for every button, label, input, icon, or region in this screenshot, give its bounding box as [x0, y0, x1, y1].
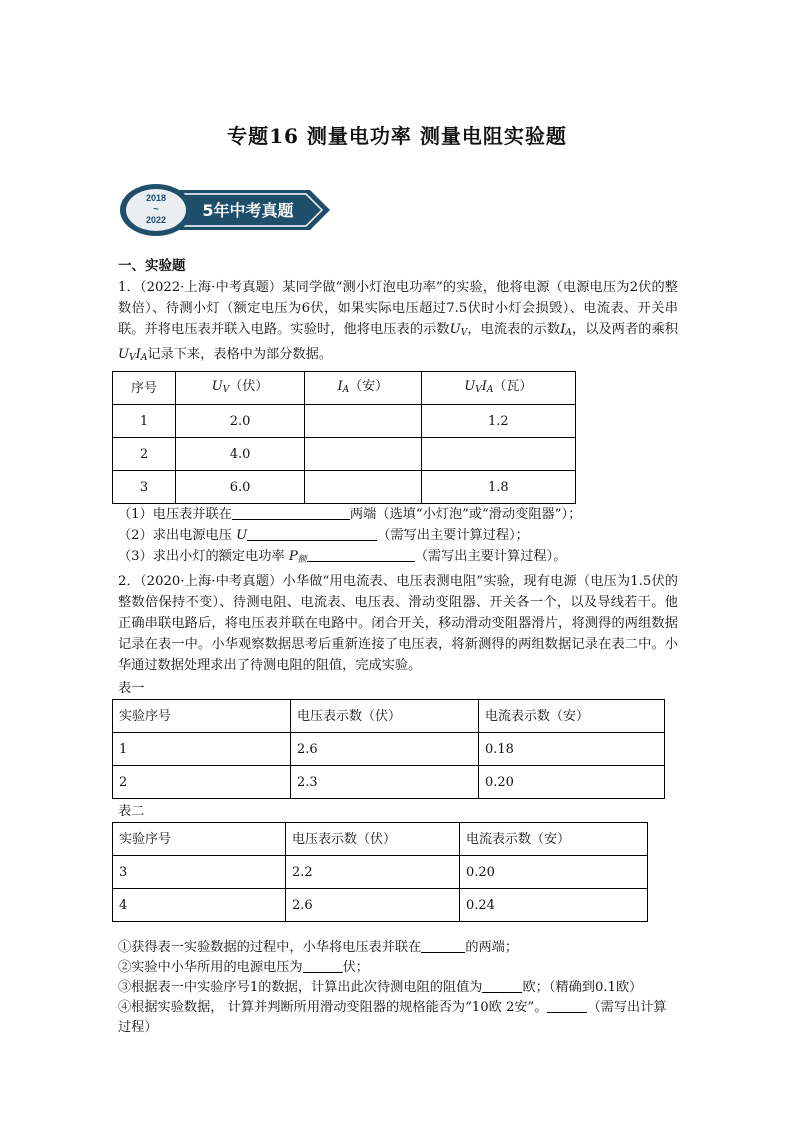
table-1-label: 表一: [118, 681, 145, 696]
table-row: [113, 889, 648, 922]
table-cell: 2: [113, 766, 291, 799]
q1-sub-2-text-a: （2）求出电源电压: [118, 528, 232, 543]
q1-sub-2-symbol: U: [236, 528, 248, 543]
table-cell: 4.0: [175, 438, 304, 471]
table-row: [113, 856, 648, 889]
q1-uv-sub: V: [460, 328, 468, 338]
q1-sub-1: [118, 504, 678, 525]
q1-ia-sub: A: [565, 328, 572, 338]
q2-item-3-text-a: ③根据表一中实验序号1的数据，计算出此次待测电阻的阻值为: [118, 980, 483, 995]
table-cell: 2.0: [175, 405, 304, 438]
table-row: [113, 471, 576, 504]
table-header-cell: 电流表示数（安）: [460, 823, 648, 856]
q1-product-u: U: [118, 347, 130, 362]
table-cell: 2.3: [291, 766, 479, 799]
q1-answer-blank-2[interactable]: [247, 526, 377, 541]
table-header-cell: [175, 372, 304, 405]
q2-item-4-text-a: ④根据实验数据， 计算并判断所用滑动变阻器的规格能否为“10欧 2安”。: [118, 1000, 548, 1015]
table-2-label: 表二: [118, 804, 145, 819]
q1-sub-2: [118, 525, 678, 546]
table-cell: 2: [113, 438, 176, 471]
banner-label: 5年中考真题: [202, 201, 294, 220]
q1-sub-2-text-b: （需写出主要计算过程）；: [377, 528, 529, 543]
table-cell: [305, 405, 421, 438]
table-header-cell: 电流表示数（安）: [479, 700, 665, 733]
banner-year-start: 2018: [145, 193, 167, 203]
table-cell: 0.20: [479, 766, 665, 799]
table-cell: 3: [113, 856, 286, 889]
q1-product-i: I: [135, 347, 141, 362]
table-cell: 2.2: [286, 856, 460, 889]
q1-data-table: [112, 371, 576, 504]
question-1-intro: [118, 277, 678, 369]
q1-text-mid: ，电流表的示数: [467, 322, 561, 337]
table-cell: 1.8: [421, 471, 575, 504]
q1-ia-symbol: I: [560, 322, 566, 337]
banner-year-sep: ~: [153, 204, 159, 214]
table-cell: 2.6: [286, 889, 460, 922]
q2-item-1-text-b: 的两端；: [465, 940, 519, 955]
document-body: [118, 256, 678, 1038]
q1-uv-symbol: U: [449, 322, 461, 337]
table-row: [113, 733, 665, 766]
q2-item-4-text-b: （需写出计算过程）: [118, 1000, 667, 1035]
header-sub: V: [222, 384, 230, 395]
header-unit: （伏）: [229, 378, 269, 394]
q1-sub-3: [118, 546, 678, 571]
table-cell: [305, 471, 421, 504]
q2-item-2: [118, 958, 678, 978]
table-cell: 6.0: [175, 471, 304, 504]
table-header-row: [113, 823, 648, 856]
q1-product-sub1: V: [129, 353, 136, 363]
banner-year-end: 2022: [145, 215, 167, 225]
q2-table-2: [112, 822, 648, 922]
table-cell: [421, 438, 575, 471]
table-cell: 1.2: [421, 405, 575, 438]
q1-text-2: ，以及两者的乘积: [571, 322, 679, 337]
table-header-cell: 实验序号: [113, 823, 286, 856]
section-banner: [120, 180, 330, 240]
q1-sub-3-sub: 额: [297, 555, 307, 565]
table-header-row: [113, 372, 576, 405]
header-symbol: I: [337, 378, 343, 394]
table-row: [113, 438, 576, 471]
q2-answer-blank-3[interactable]: [482, 978, 522, 993]
section-heading: 一、实验题: [118, 258, 186, 274]
q2-table-1: [112, 699, 665, 799]
q2-item-2-text-a: ②实验中小华所用的电源电压为: [118, 960, 303, 975]
table-header-cell: [305, 372, 421, 405]
table-cell: 0.18: [479, 733, 665, 766]
q1-sub-1-text-a: （1）电压表并联在: [118, 507, 232, 522]
table-cell: 1: [113, 405, 176, 438]
header-unit: （安）: [349, 378, 389, 394]
header-symbol: U: [211, 378, 223, 394]
table-cell: 4: [113, 889, 286, 922]
q2-item-4: [118, 998, 678, 1038]
table-cell: 2.6: [291, 733, 479, 766]
table-header-cell: [421, 372, 575, 405]
header-sub: V: [475, 384, 482, 395]
q2-item-3-text-b: 欧；（精确到0.1欧）: [522, 980, 643, 995]
q2-item-2-text-b: 伏；: [342, 960, 369, 975]
table-cell: [305, 438, 421, 471]
table-row: [113, 766, 665, 799]
header-sub: A: [486, 384, 494, 395]
table-row: [113, 405, 576, 438]
header-sub: A: [342, 384, 350, 395]
q2-answer-blank-2[interactable]: [303, 958, 343, 973]
q1-text-3: 记录下来，表格中为部分数据。: [147, 347, 332, 362]
table-cell: 0.20: [460, 856, 648, 889]
q1-sub-1-text-b: 两端（选填“小灯泡”或“滑动变阻器”）；: [349, 507, 582, 522]
q2-answer-blank-4[interactable]: [547, 998, 587, 1013]
q1-product-sub2: A: [140, 353, 148, 363]
banner-graphic: [120, 180, 330, 240]
table-header-cell: 实验序号: [113, 700, 291, 733]
q1-sub-3-text-a: （3）求出小灯的额定电功率: [118, 549, 285, 564]
q1-sub-3-text-b: （需写出主要计算过程）。: [414, 549, 567, 564]
table-header-row: [113, 700, 665, 733]
table-cell: 1: [113, 733, 291, 766]
header-symbol: U: [464, 378, 476, 394]
q1-answer-blank-3[interactable]: [307, 547, 415, 562]
q1-answer-blank-1[interactable]: [232, 505, 350, 520]
table-header-cell: 电压表示数（伏）: [291, 700, 479, 733]
table-cell: 0.24: [460, 889, 648, 922]
header-unit: （瓦）: [493, 378, 533, 394]
page-title: 专题16 测量电功率 测量电阻实验题: [227, 124, 567, 148]
q2-item-3: [118, 978, 678, 998]
q1-sub-3-symbol: P: [288, 549, 298, 564]
q1-text-1: 1．（2022·上海·中考真题）某同学做“测小灯泡电功率”的实验，他将电源（电源电压为2伏的整数倍）、待测小灯（额定电压为6伏，如果实际电压超过7.5伏时小灯会损毁）、电流表、开关串联。并将电压表并联入电路。实验时，他将电压表的示数: [118, 280, 678, 337]
table-header-cell: 电压表示数（伏）: [286, 823, 460, 856]
q2-item-1-text-a: ①获得表一实验数据的过程中，小华将电压表并联在: [118, 940, 422, 955]
question-2-intro: 2．（2020·上海·中考真题）小华做“用电流表、电压表测电阻”实验，现有电源（电压为1.5伏的整数倍保持不变）、待测电阻、电流表、电压表、滑动变阻器、开关各一个，以及导线若干。他正确串联电路后，将电压表并联在电路中。闭合开关，移动滑动变阻器滑片，将测得的两组数据记录在表一中。小华观察数据思考后重新连接了电压表，将新测得的两组数据记录在表二中。小华通过数据处理求出了待测电阻的阻值，完成实验。: [118, 574, 678, 673]
q2-answer-blank-1[interactable]: [421, 938, 465, 953]
table-cell: 3: [113, 471, 176, 504]
q2-item-1: [118, 938, 678, 958]
table-header-cell: 序号: [113, 372, 176, 405]
header-symbol: I: [481, 378, 487, 394]
